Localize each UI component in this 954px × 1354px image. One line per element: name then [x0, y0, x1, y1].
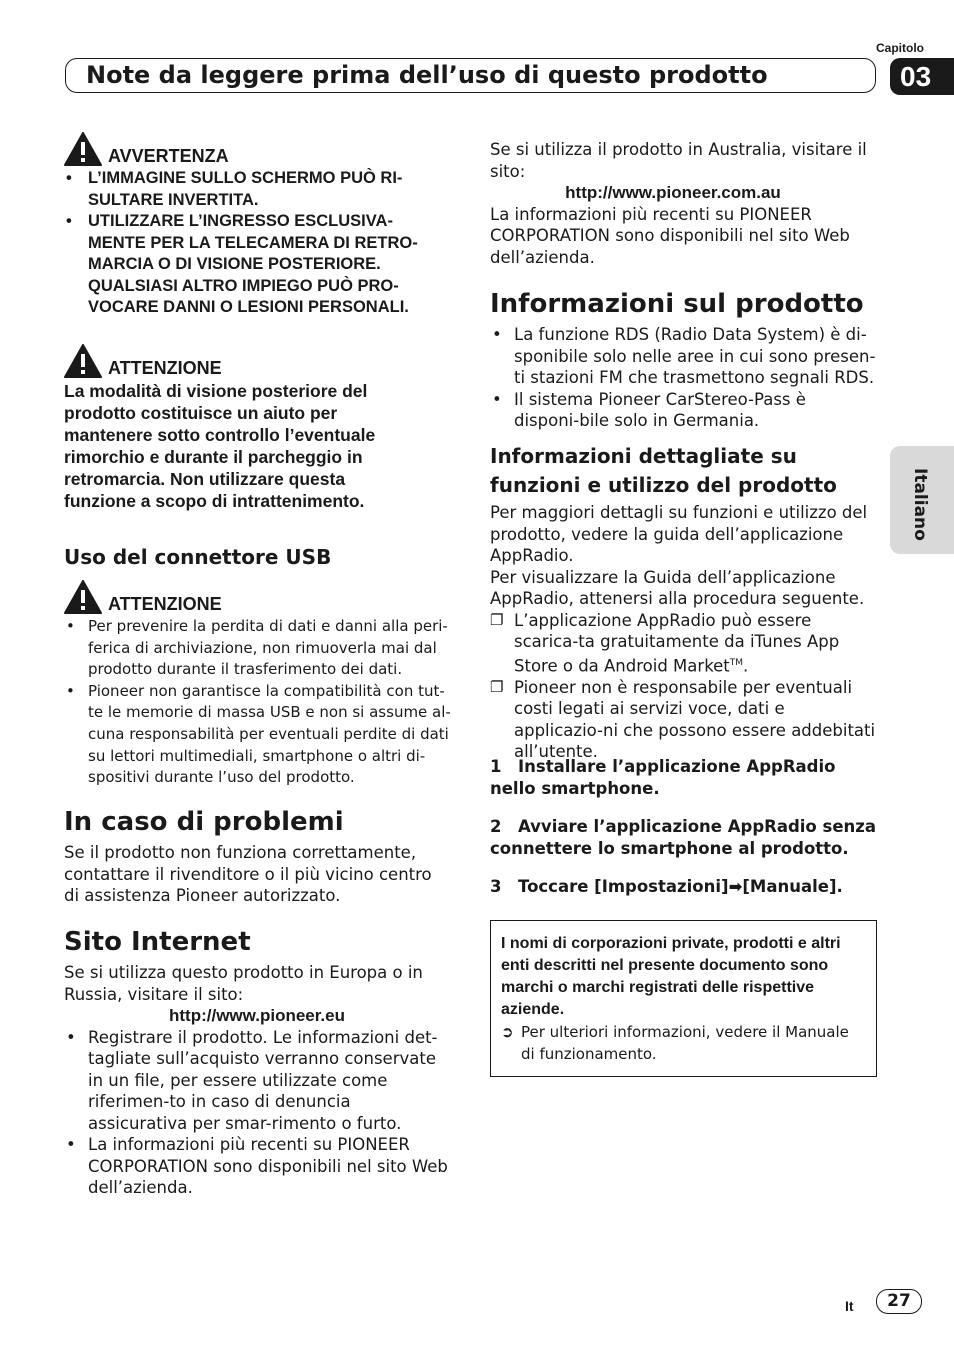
problems-section	[64, 806, 434, 907]
page-number: 27	[876, 1289, 922, 1314]
australia-intro: Se si utilizza il prodotto in Australia, visitare il sito:	[490, 140, 867, 181]
warning-label: AVVERTENZA	[108, 146, 229, 166]
steps-list	[490, 756, 876, 898]
details-note-text: L’applicazione AppRadio può essere scarica-ta gratuitamente da iTunes App Store o da Android Market	[514, 610, 840, 675]
details-note	[490, 610, 878, 677]
website-intro: Se si utilizza questo prodotto in Europa o in Russia, visitare il sito:	[64, 963, 423, 1004]
notebox-reference	[501, 1021, 866, 1065]
details-note-end: .	[743, 656, 749, 675]
notebox-reference-text: Per ulteriori informazioni, vedere il Manuale di funzionamento.	[521, 1023, 849, 1063]
reference-arrow-icon: ➲	[501, 1023, 514, 1041]
caution-triangle-icon	[64, 344, 102, 378]
page-title: Note da leggere prima dell’uso di questo prodotto	[65, 58, 876, 93]
warning-block	[64, 132, 454, 319]
details-note: ❐ Pioneer non è responsabile per eventuali costi legati ai servizi voce, dati e applicazio-ni che possono essere addebitati all’utente.	[490, 677, 878, 763]
usb-section	[64, 543, 454, 789]
website-heading: Sito Internet	[64, 927, 251, 957]
language-side-tab	[890, 446, 954, 554]
trademark-sup: TM	[729, 657, 744, 668]
caution-triangle-icon	[64, 580, 102, 614]
problems-text: Se il prodotto non funziona correttamente, contattare il rivenditore o il più vicino centro di assistenza Pioneer autorizzato.	[64, 843, 432, 905]
warning-triangle-icon	[64, 132, 102, 166]
usb-heading: Uso del connettore USB	[64, 545, 332, 569]
product-info-heading: Informazioni sul prodotto	[490, 289, 864, 319]
step-item	[490, 876, 876, 898]
australia-block	[490, 139, 876, 268]
details-section	[490, 442, 878, 763]
step-number: 1	[490, 757, 502, 776]
usb-caution-item: • Per prevenire la perdita di dati e danni alla peri-ferica di archiviazione, non rimuoverla mai dal prodotto durante il trasferimento dei dati.	[64, 616, 454, 681]
details-heading: Informazioni dettagliate su funzioni e utilizzo del prodotto	[490, 444, 837, 497]
website-url-eu[interactable]: http://www.pioneer.eu	[169, 1006, 345, 1025]
australia-text: La informazioni più recenti su PIONEER CORPORATION sono disponibili nel sito Web dell’azienda.	[490, 204, 850, 267]
usb-caution-item: • Pioneer non garantisce la compatibilità con tut-te le memorie di massa USB e non si assume al-cuna responsabilità per eventuali perdite di dati su lettori multimediali, smartphone o altri di-spositivi durante l’uso del prodotto.	[64, 681, 454, 789]
footer-language: It	[845, 1298, 854, 1314]
warning-item: • L’IMMAGINE SULLO SCHERMO PUÒ RI-SULTARE INVERTITA.	[64, 168, 454, 211]
step-number: 2	[490, 817, 502, 836]
caution-block	[64, 344, 414, 512]
details-paragraph: Per maggiori dettagli su funzioni e utilizzo del prodotto, vedere la guida dell’applicazione AppRadio.	[490, 503, 868, 565]
product-info-item: • Il sistema Pioneer CarStereo-Pass è disponi-bile solo in Germania.	[490, 389, 876, 432]
chapter-label: Capitolo	[876, 41, 924, 55]
step-number: 3	[490, 877, 502, 896]
problems-heading: In caso di problemi	[64, 807, 344, 837]
trademark-notebox	[490, 920, 877, 1077]
notebox-text: I nomi di corporazioni private, prodotti e altri enti descritti nel presente documento sono marchi o marchi registrati delle rispettive aziende.	[501, 935, 841, 1018]
website-url-au[interactable]: http://www.pioneer.com.au	[565, 183, 781, 202]
website-item: • Registrare il prodotto. Le informazioni det-tagliate sull’acquisto verranno conservate in un file, per essere utilizzate come riferimen-to in caso di denuncia assicurativa per smar-rimento o furto.	[64, 1027, 454, 1135]
step-text: Installare l’applicazione AppRadio nello smartphone.	[490, 757, 836, 798]
website-section	[64, 926, 454, 1199]
warning-item: • UTILIZZARE L’INGRESSO ESCLUSIVA-MENTE PER LA TELECAMERA DI RETRO-MARCIA O DI VISIONE POSTERIORE. QUALSIASI ALTRO IMPIEGO PUÒ PRO-VOCARE DANNI O LESIONI PERSONALI.	[64, 211, 454, 319]
chapter-number: 03	[890, 58, 954, 95]
caution-text: La modalità di visione posteriore del prodotto costituisce un aiuto per mantenere sotto controllo l’eventuale rimorchio e durante il parcheggio in retromarcia. Non utilizzare questa funzione a scopo di intrattenimento.	[64, 381, 376, 511]
step-text: Toccare [Impostazioni]➡[Manuale].	[518, 877, 843, 896]
step-text: Avviare l’applicazione AppRadio senza connettere lo smartphone al prodotto.	[490, 817, 877, 858]
product-info-item: • La funzione RDS (Radio Data System) è di-sponibile solo nelle aree in cui sono presen-ti stazioni FM che trasmettono segnali RDS.	[490, 324, 876, 389]
caution-label: ATTENZIONE	[108, 358, 222, 378]
language-label: Italiano	[910, 468, 930, 541]
product-info-section	[490, 288, 876, 432]
website-item: • La informazioni più recenti su PIONEER CORPORATION sono disponibili nel sito Web dell’azienda.	[64, 1134, 454, 1199]
usb-caution-label: ATTENZIONE	[108, 594, 222, 614]
step-item	[490, 816, 876, 860]
step-item	[490, 756, 876, 800]
details-paragraph: Per visualizzare la Guida dell’applicazione AppRadio, attenersi alla procedura seguente.	[490, 567, 865, 608]
